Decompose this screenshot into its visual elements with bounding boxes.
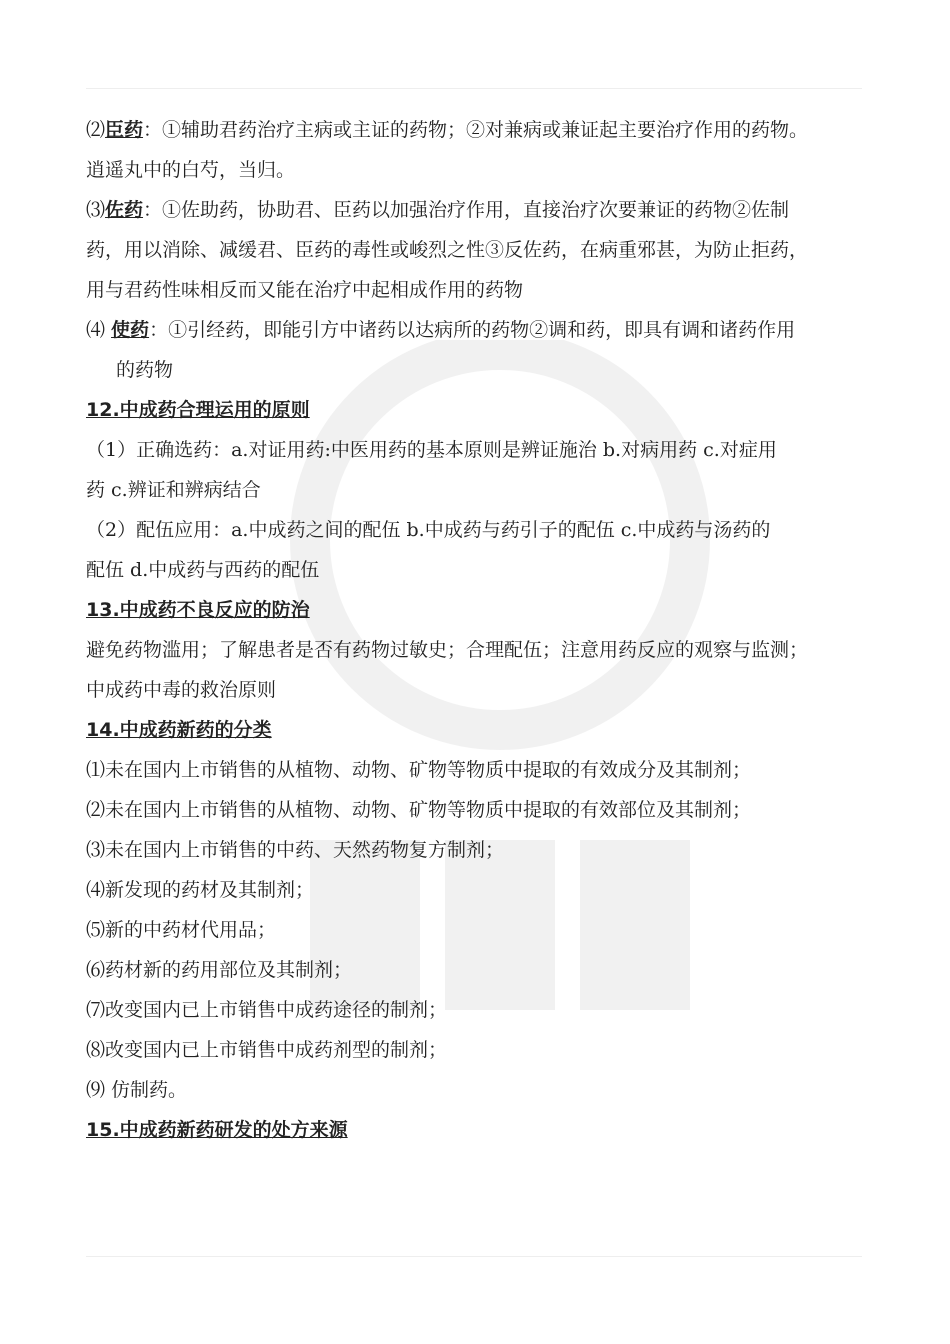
- list-item: ⑶未在国内上市销售的中药、天然药物复方制剂；: [86, 839, 505, 861]
- heading-15: 15.中成药新药研发的处方来源: [86, 1119, 348, 1141]
- heading-12: 12.中成药合理运用的原则: [86, 399, 310, 421]
- shi-prefix: ⑷: [86, 319, 112, 341]
- zuo-text-1: ：①佐助药，协助君、臣药以加强治疗作用，直接治疗次要兼证的药物②佐制: [143, 199, 790, 221]
- list-item: ⑴未在国内上市销售的从植物、动物、矿物等物质中提取的有效成分及其制剂；: [86, 759, 752, 781]
- zuo-line-3: 用与君药性味相反而又能在治疗中起相成作用的药物: [86, 279, 524, 301]
- h12-p1-line-2: 药 c.辨证和辨病结合: [86, 479, 261, 501]
- list-item: ⑸新的中药材代用品；: [86, 919, 277, 941]
- chen-line-1: [86, 110, 876, 150]
- h13-line-1: 避免药物滥用；了解患者是否有药物过敏史；合理配伍；注意用药反应的观察与监测；: [86, 639, 809, 661]
- heading-13: 13.中成药不良反应的防治: [86, 599, 310, 621]
- chen-prefix: ⑵: [86, 119, 106, 141]
- list-item: ⑷新发现的药材及其制剂；: [86, 879, 315, 901]
- zuo-term: 佐药: [105, 199, 144, 221]
- header-rule: [86, 88, 862, 89]
- list-item: ⑺改变国内已上市销售中成药途径的制剂；: [86, 999, 448, 1021]
- zuo-line-2: 药，用以消除、减缓君、臣药的毒性或峻烈之性③反佐药，在病重邪甚，为防止拒药，: [86, 239, 809, 261]
- chen-line-2: 逍遥丸中的白芍，当归。: [86, 159, 296, 181]
- shi-term: 使药: [111, 319, 150, 341]
- chen-term: 臣药: [105, 119, 144, 141]
- shi-text-1: ：①引经药，即能引方中诸药以达病所的药物②调和药，即具有调和诸药作用: [149, 319, 796, 341]
- heading-14: 14.中成药新药的分类: [86, 719, 272, 741]
- h13-line-2: 中成药中毒的救治原则: [86, 679, 277, 701]
- zuo-prefix: ⑶: [86, 199, 106, 221]
- footer-rule: [86, 1256, 862, 1257]
- list-item: ⑵未在国内上市销售的从植物、动物、矿物等物质中提取的有效部位及其制剂；: [86, 799, 752, 821]
- document-body: [86, 110, 876, 1150]
- h12-p1-line-1: （1）正确选药：a.对证用药:中医用药的基本原则是辨证施治 b.对病用药 c.对症用: [86, 439, 777, 461]
- chen-text-1: ：①辅助君药治疗主病或主证的药物；②对兼病或兼证起主要治疗作用的药物。: [143, 119, 809, 141]
- zuo-line-1: [86, 190, 876, 230]
- h12-p2-line-1: （2）配伍应用：a.中成药之间的配伍 b.中成药与药引子的配伍 c.中成药与汤药的: [86, 519, 771, 541]
- h12-p2-line-2: 配伍 d.中成药与西药的配伍: [86, 559, 320, 581]
- list-item: ⑼ 仿制药。: [86, 1079, 188, 1101]
- list-item: ⑻改变国内已上市销售中成药剂型的制剂；: [86, 1039, 448, 1061]
- list-item: ⑹药材新的药用部位及其制剂；: [86, 959, 353, 981]
- shi-line-1: [86, 310, 876, 350]
- shi-line-2: 的药物: [116, 359, 174, 381]
